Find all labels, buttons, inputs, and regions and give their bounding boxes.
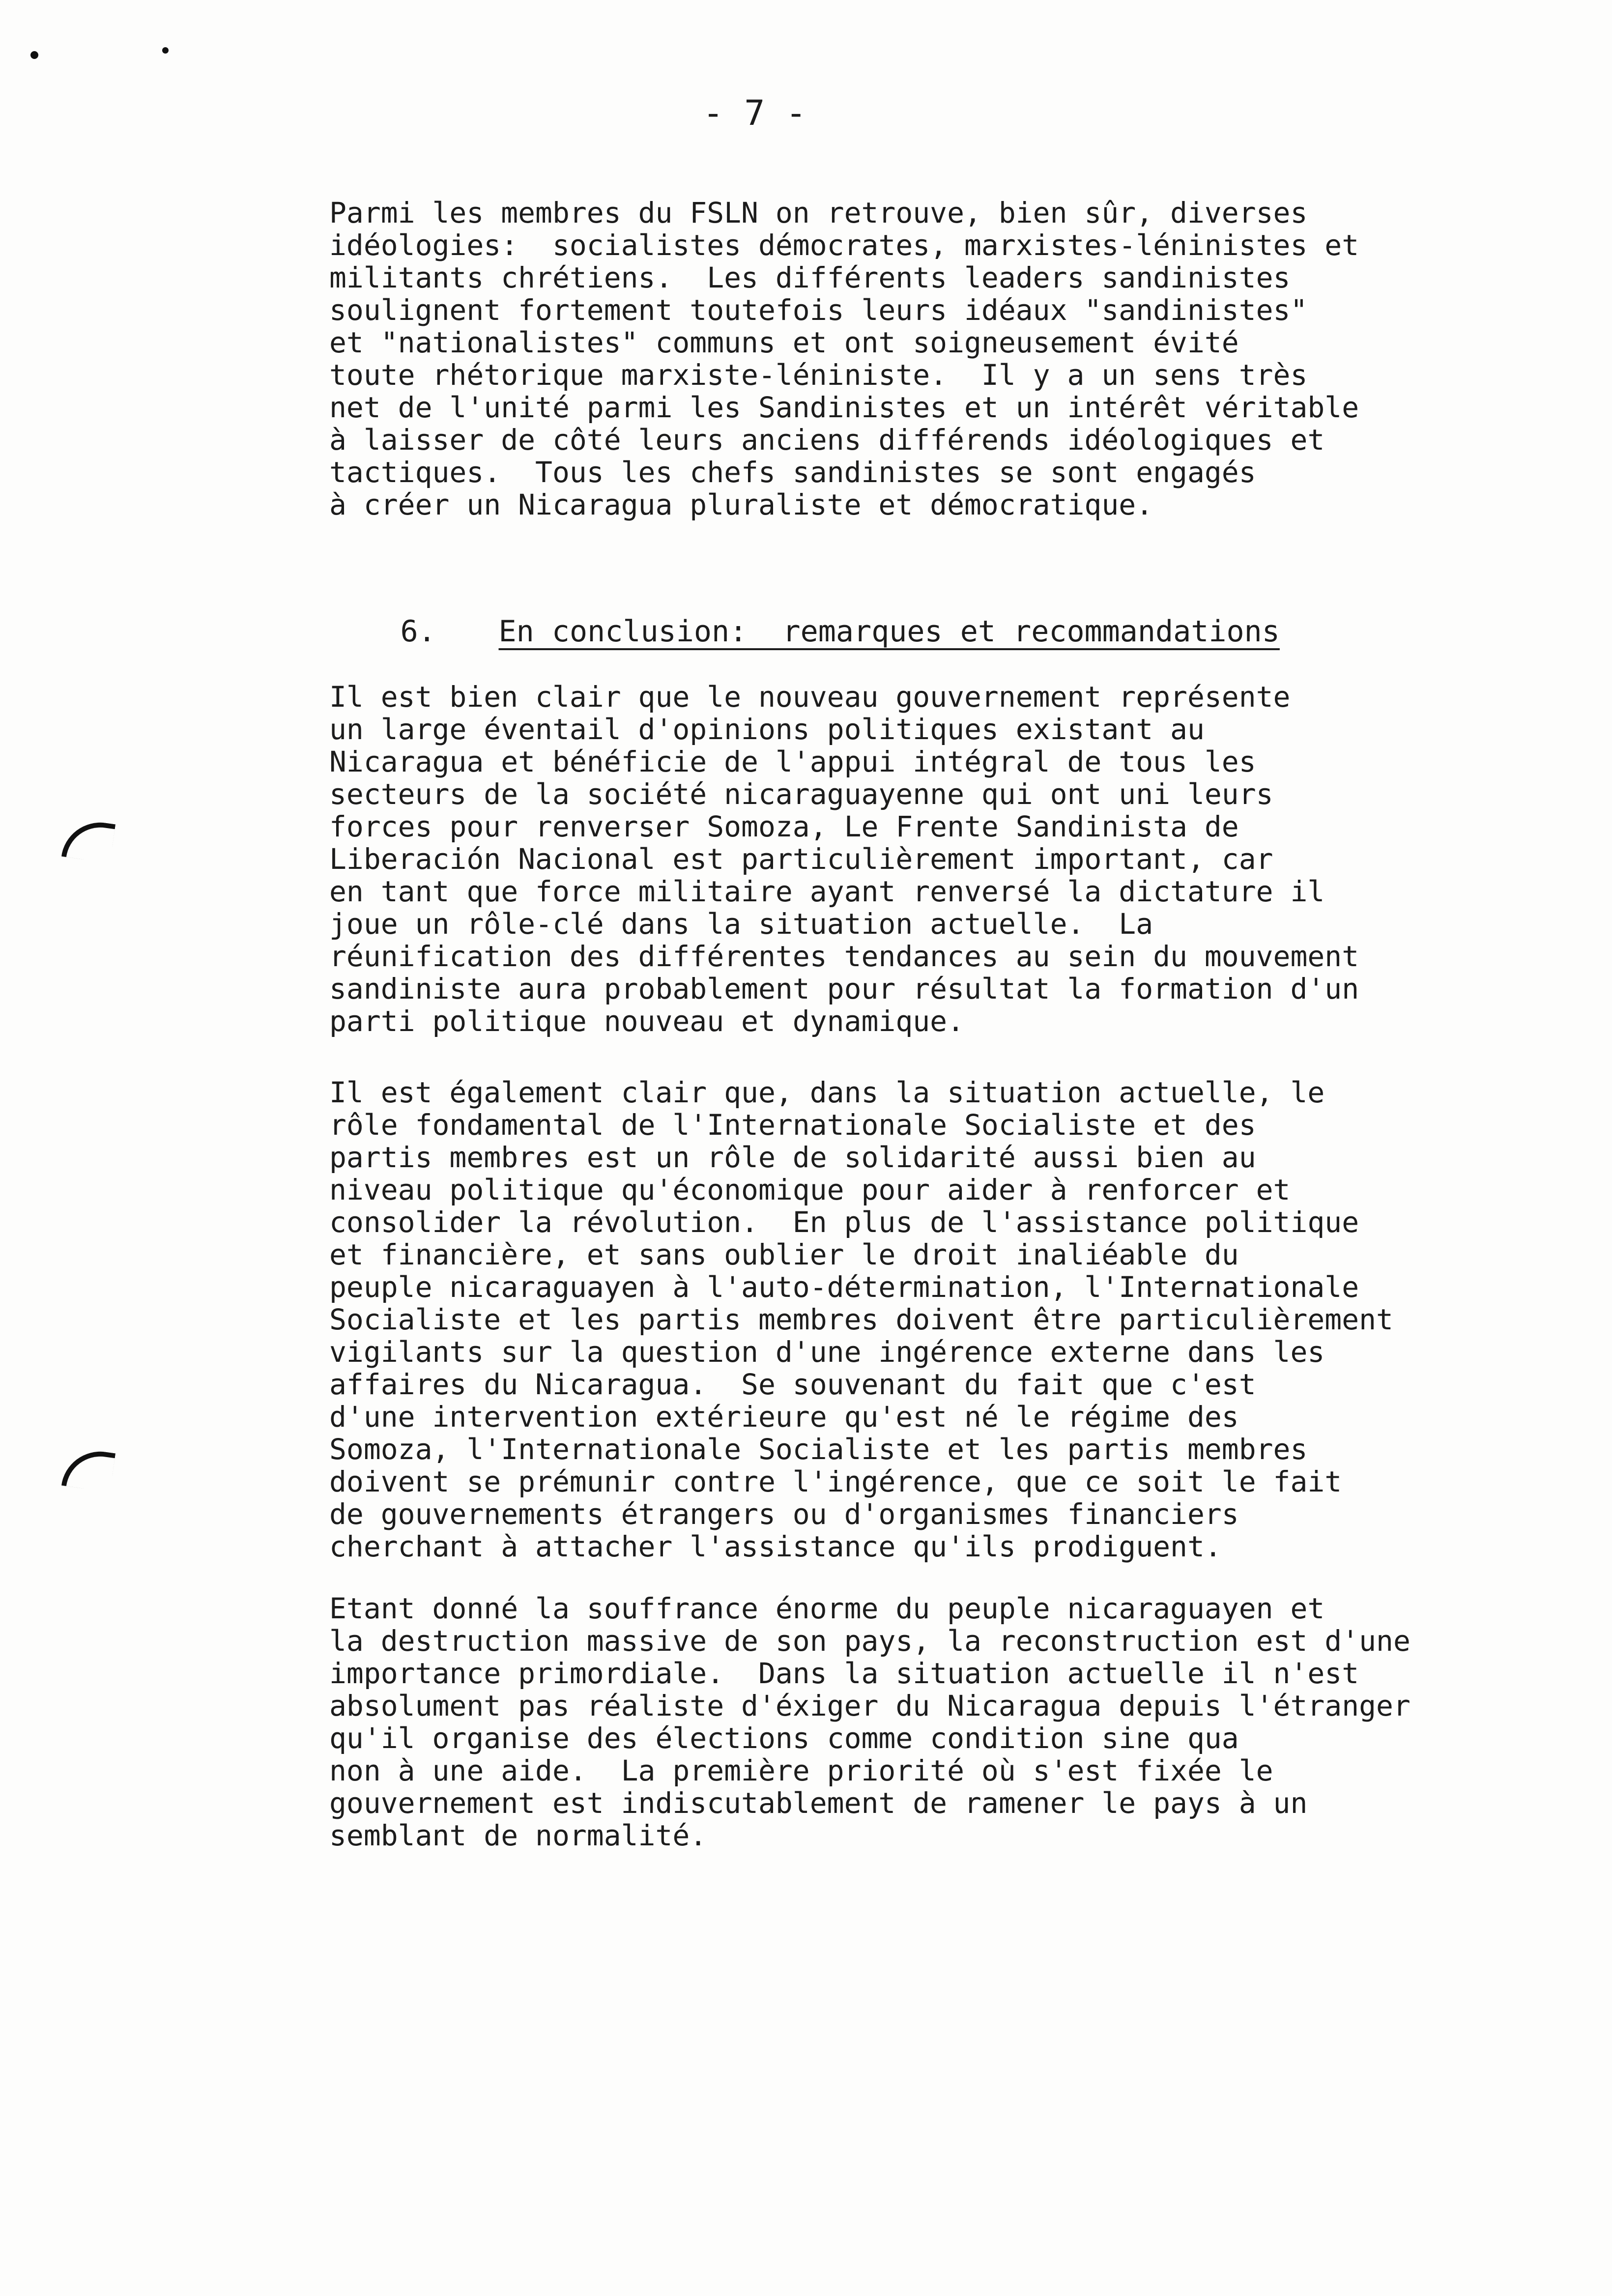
text-line: Etant donné la souffrance énorme du peuple nicaraguayen et [329, 1592, 1325, 1625]
text-line: semblant de normalité. [329, 1819, 707, 1852]
text-line: partis membres est un rôle de solidarité aussi bien au [329, 1141, 1256, 1174]
text-line: Liberación Nacional est particulièrement important, car [329, 842, 1273, 876]
text-line: doivent se prémunir contre l'ingérence, que ce soit le fait [329, 1465, 1342, 1498]
text-line: cherchant à attacher l'assistance qu'ils prodiguent. [329, 1530, 1222, 1563]
text-line: Nicaragua et bénéficie de l'appui intégral de tous les [329, 745, 1256, 778]
text-line: d'une intervention extérieure qu'est né le régime des [329, 1400, 1239, 1434]
text-line: parti politique nouveau et dynamique. [329, 1004, 965, 1038]
text-line: idéologies: socialistes démocrates, marxistes-léninistes et [329, 229, 1359, 262]
text-line: forces pour renverser Somoza, Le Frente Sandinista de [329, 810, 1239, 843]
text-line: militants chrétiens. Les différents leaders sandinistes [329, 261, 1291, 294]
text-line: gouvernement est indiscutablement de ramener le pays à un [329, 1786, 1308, 1820]
text-line: secteurs de la société nicaraguayenne qui ont uni leurs [329, 777, 1273, 811]
text-line: de gouvernements étrangers ou d'organismes financiers [329, 1497, 1239, 1531]
paragraph-reconstruction [329, 1592, 1548, 1852]
text-line: joue un rôle-clé dans la situation actuelle. La [329, 907, 1153, 941]
text-line: Parmi les membres du FSLN on retrouve, bien sûr, diverses [329, 196, 1308, 230]
text-line: Il est bien clair que le nouveau gouvernement représente [329, 680, 1291, 714]
text-line: en tant que force militaire ayant renversé la dictature il [329, 875, 1325, 908]
text-line: toute rhétorique marxiste-léniniste. Il y a un sens très [329, 358, 1308, 392]
text-line: affaires du Nicaragua. Se souvenant du fait que c'est [329, 1368, 1256, 1401]
paragraph-socialist-international [329, 1076, 1548, 1563]
page-number: - 7 - [703, 93, 806, 133]
text-line: non à une aide. La première priorité où s'est fixée le [329, 1754, 1273, 1787]
text-line: peuple nicaraguayen à l'auto-détermination, l'Internationale [329, 1270, 1359, 1304]
text-line: net de l'unité parmi les Sandinistes et un intérêt véritable [329, 391, 1359, 424]
section-title: En conclusion: remarques et recommandations [498, 614, 1280, 649]
punch-mark-dot [30, 51, 38, 59]
punch-mark-dot [162, 47, 169, 54]
section-heading [329, 580, 1280, 683]
text-line: et financière, et sans oublier le droit inaliéable du [329, 1238, 1239, 1271]
text-line: réunification des différentes tendances au sein du mouvement [329, 940, 1359, 973]
text-line: importance primordiale. Dans la situation actuelle il n'est [329, 1657, 1359, 1690]
paragraph-new-government [329, 681, 1548, 1037]
text-line: et "nationalistes" communs et ont soigneusement évité [329, 326, 1239, 359]
text-line: la destruction massive de son pays, la reconstruction est d'une [329, 1624, 1410, 1658]
text-line: soulignent fortement toutefois leurs idéaux "sandinistes" [329, 293, 1308, 327]
section-number: 6. [400, 614, 436, 649]
text-line: rôle fondamental de l'Internationale Socialiste et des [329, 1108, 1256, 1142]
text-line: qu'il organise des élections comme condition sine qua [329, 1722, 1239, 1755]
text-line: sandiniste aura probablement pour résultat la formation d'un [329, 972, 1359, 1005]
binder-hole-mark [61, 1446, 115, 1492]
text-line: Socialiste et les partis membres doivent être particulièrement [329, 1303, 1393, 1336]
text-line: à laisser de côté leurs anciens différends idéologiques et [329, 423, 1325, 457]
text-line: Il est également clair que, dans la situation actuelle, le [329, 1076, 1325, 1109]
text-line: à créer un Nicaragua pluraliste et démocratique. [329, 488, 1153, 521]
binder-hole-mark [61, 817, 115, 863]
text-line: niveau politique qu'économique pour aider à renforcer et [329, 1173, 1291, 1206]
text-line: consolider la révolution. En plus de l'assistance politique [329, 1205, 1359, 1239]
text-line: un large éventail d'opinions politiques existant au [329, 713, 1205, 746]
text-line: tactiques. Tous les chefs sandinistes se sont engagés [329, 456, 1256, 489]
text-line: Somoza, l'Internationale Socialiste et les partis membres [329, 1433, 1308, 1466]
text-line: absolument pas réaliste d'éxiger du Nicaragua depuis l'étranger [329, 1689, 1410, 1722]
text-line: vigilants sur la question d'une ingérence externe dans les [329, 1335, 1325, 1369]
paragraph-fsln-ideologies [329, 197, 1548, 521]
